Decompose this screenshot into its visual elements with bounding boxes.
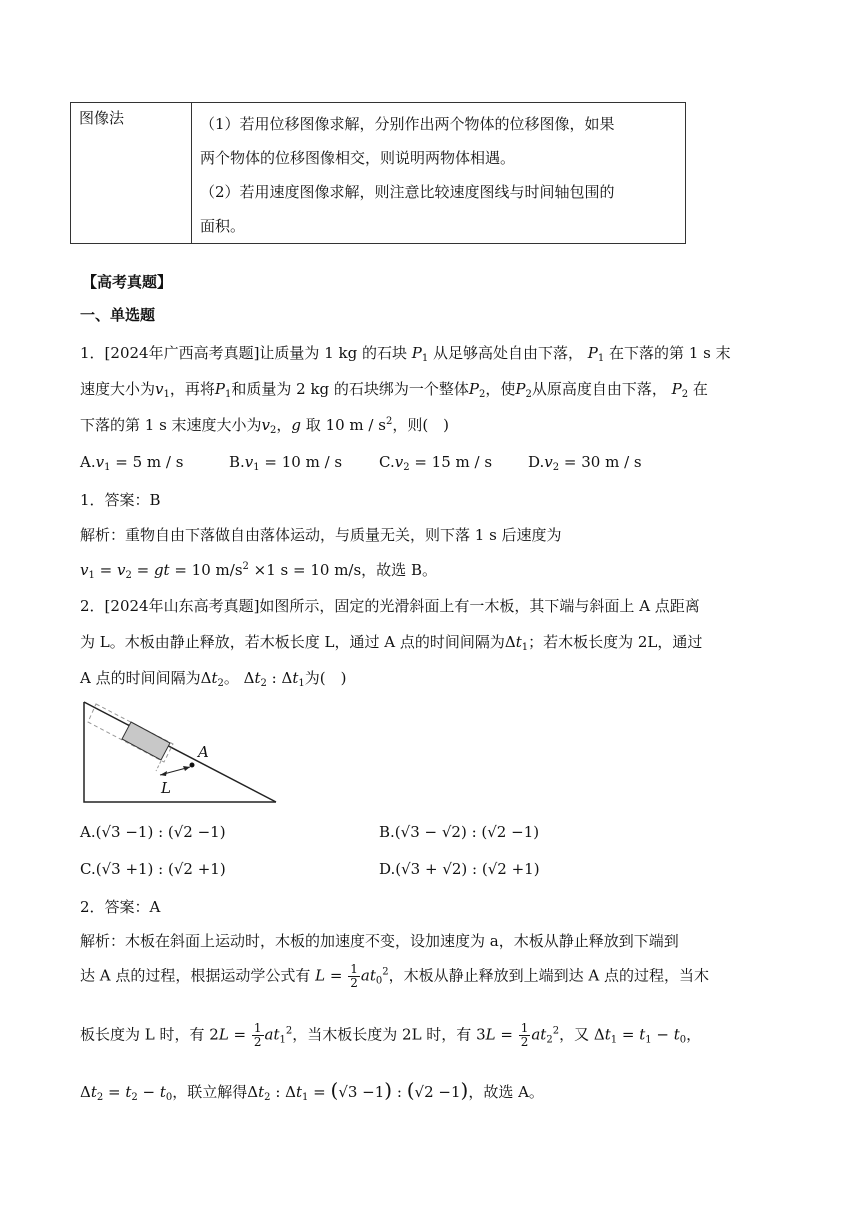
q2-option-d[interactable]: D.(√3 + √2) : (√2 +1) <box>379 860 540 878</box>
incline-figure <box>78 700 280 804</box>
q2-explanation-line-2: 达 A 点的过程，根据运动学公式有 L = $\frac{1}{2}$ $at_0^2$，木板从静止释放到上端到达 A 点的过程，当木 <box>80 962 709 990</box>
q1-option-a[interactable]: $A.v_1 = 5$ m / s <box>80 453 184 473</box>
q2-explanation-line-4: $\Delta t_2 = t_2 - t_0$，联立解得$\Delta t_2$ : $\Delta t_1 = (√3 -1)$ : (√2 −1)，故选 A。 <box>80 1078 544 1103</box>
q1-option-d[interactable]: $D.v_2 = 30$ m / s <box>528 453 642 473</box>
q2-answer: 2．答案：A <box>80 898 161 916</box>
q2-stem-line-1: 2．[2024年山东高考真题]如图所示，固定的光滑斜面上有一木板，其下端与斜面上 A 点距离 <box>80 597 700 615</box>
q1-explanation-line-2: $v_1 = v_2$ = gt = 10 $m/s^2 \times 1$ s = 10 m/s，故选 B。 <box>80 561 437 581</box>
method-content <box>192 103 686 244</box>
method-table <box>70 102 686 244</box>
q2-option-a[interactable]: A.(√3 −1) : (√2 −1) <box>80 823 226 841</box>
label-a: A <box>198 743 209 761</box>
block <box>122 722 170 760</box>
q1-option-b[interactable]: $B.v_1 = 10$ m / s <box>229 453 343 473</box>
q2-option-c[interactable]: C.(√3 +1) : (√2 +1) <box>80 860 226 878</box>
q1-explanation-line-1: 解析：重物自由下落做自由落体运动，与质量无关，则下落 1 s 后速度为 <box>80 526 562 544</box>
section-title: 【高考真题】 <box>82 273 173 291</box>
q1-stem-line-3: 下落的第 1 s 末速度大小为$v_2$，g 取 10 m / $s^2$，则( ) <box>80 416 450 436</box>
q1-stem-line-1: 1．[2024年广西高考真题]让质量为 1 kg 的石块 $P_1$ 从足够高处自由下落， $P_1$ 在下落的第 1 s 末 <box>80 344 731 364</box>
q1-option-c[interactable]: $C.v_2 = 15$ m / s <box>379 453 493 473</box>
q2-stem-line-3: A 点的时间间隔为$\Delta t_2$。 $\Delta t_2$ : $\Delta t_1$为( ) <box>80 669 347 689</box>
q1-stem-line-2: 速度大小为$v_1$，再将$P_1$和质量为 2 kg 的石块绑为一个整体$P_2$，使$P_2$从原高度自由下落， $P_2$ 在 <box>80 380 708 400</box>
method-label: 图像法 <box>71 103 192 244</box>
label-l: L <box>161 779 171 797</box>
left-marker <box>156 761 161 771</box>
q2-explanation-line-1: 解析：木板在斜面上运动时，木板的加速度不变，设加速度为 a，木板从静止释放到下端到 <box>80 932 679 950</box>
incline-slope <box>84 702 276 802</box>
q2-option-b[interactable]: B.(√3 − √2) : (√2 −1) <box>379 823 540 841</box>
q2-stem-line-2: 为 L。木板由静止释放，若木板长度 L，通过 A 点的时间间隔为$\Delta t_1$；若木板长度为 2L，通过 <box>80 633 703 653</box>
method-line-1: （1）若用位移图像求解，分别作出两个物体的位移图像，如果 <box>200 115 615 133</box>
method-line-2: 两个物体的位移图像相交，则说明两物体相遇。 <box>200 149 516 167</box>
q2-explanation-line-3: 板长度为 L 时，有 2L = $\frac{1}{2}$ $at_1^2$，当木板长度为 2L 时，有 3L = $\frac{1}{2}$ $at_2^2$，又 $\Delta t_1 = t_1 - t_0$， <box>80 1021 702 1049</box>
method-line-3: （2）若用速度图像求解，则注意比较速度图线与时间轴包围的 <box>200 183 615 201</box>
q1-answer: 1．答案：B <box>80 491 161 509</box>
method-line-4: 面积。 <box>200 217 246 235</box>
point-a <box>190 763 195 768</box>
subsection-title: 一、单选题 <box>80 306 156 324</box>
